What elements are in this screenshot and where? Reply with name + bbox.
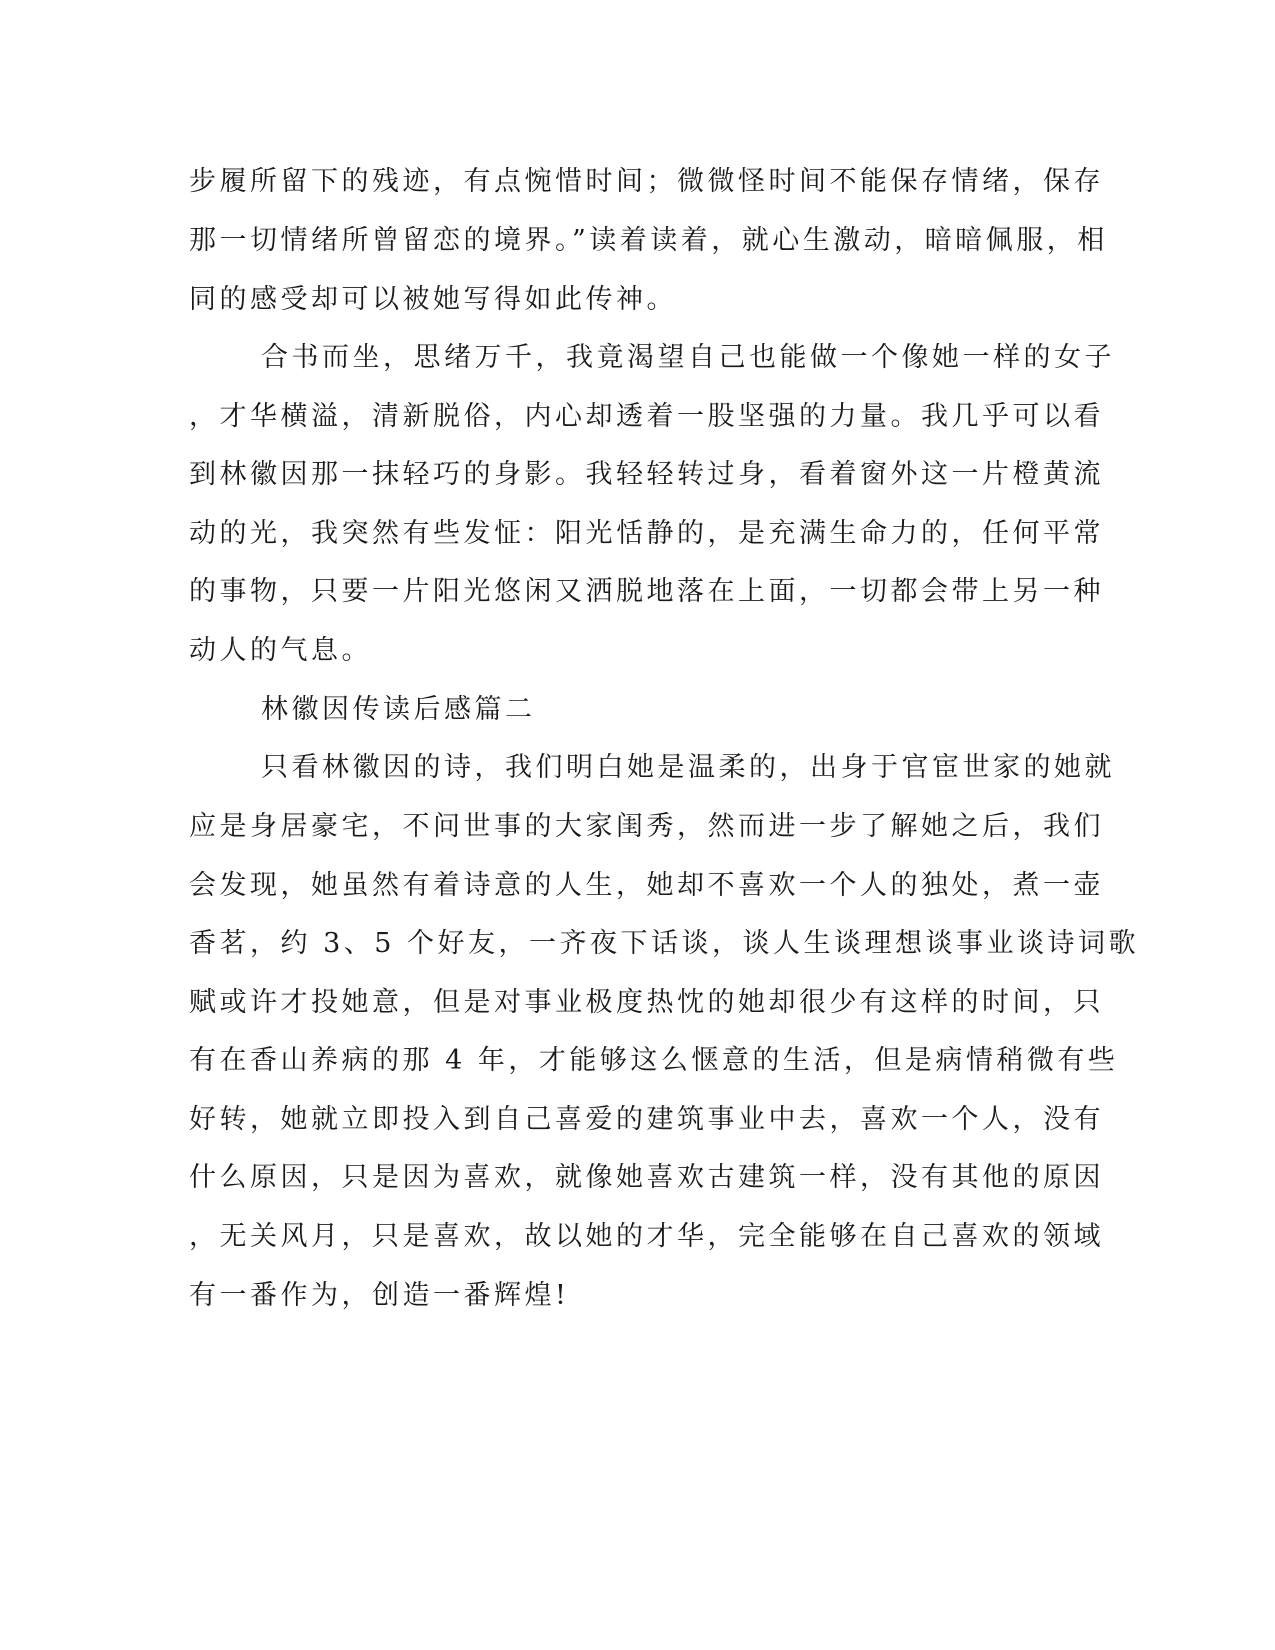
text-line: 步履所留下的残迹，有点惋惜时间；微微怪时间不能保存情绪，保存 [189,166,1104,197]
text-line: 同的感受却可以被她写得如此传神。 [189,284,677,315]
text-line: 动的光，我突然有些发怔：阳光恬静的，是充满生命力的，任何平常 [189,518,1104,549]
text-line: ，才华横溢，清新脱俗，内心却透着一股坚强的力量。我几乎可以看 [189,401,1104,432]
text-line: 到林徽因那一抹轻巧的身影。我轻轻转过身，看着窗外这一片橙黄流 [189,459,1104,490]
text-line: 动人的气息。 [189,635,372,666]
text-line: 什么原因，只是因为喜欢，就像她喜欢古建筑一样，没有其他的原因 [189,1162,1104,1193]
text-line: 的事物，只要一片阳光悠闲又洒脱地落在上面，一切都会带上另一种 [189,576,1104,607]
text-line: 赋或许才投她意，但是对事业极度热忱的她却很少有这样的时间，只 [189,987,1104,1018]
text-line: 那一切情绪所曾留恋的境界。”读着读着，就心生激动，暗暗佩服，相 [189,225,1108,256]
text-line: 有在香山养病的那 4 年，才能够这么惬意的生活，但是病情稍微有些 [189,1045,1119,1076]
text-line: 应是身居豪宅，不问世事的大家闺秀，然而进一步了解她之后，我们 [189,811,1104,842]
text-line: 会发现，她虽然有着诗意的人生，她却不喜欢一个人的独处，煮一壶 [189,870,1104,901]
paragraph-start-line: 只看林徽因的诗，我们明白她是温柔的，出身于官宦世家的她就 [261,752,1115,783]
text-line: 好转，她就立即投入到自己喜爱的建筑事业中去，喜欢一个人，没有 [189,1104,1104,1135]
paragraph-start-line: 合书而坐，思绪万千，我竟渴望自己也能做一个像她一样的女子 [261,342,1115,373]
text-line: ，无关风月，只是喜欢，故以她的才华，完全能够在自己喜欢的领域 [189,1221,1104,1252]
text-line: 有一番作为，创造一番辉煌! [189,1280,570,1311]
text-line: 香茗，约 3、5 个好友，一齐夜下话谈，谈人生谈理想谈事业谈诗词歌 [189,928,1140,959]
section-heading: 林徽因传读后感篇二 [261,694,536,725]
